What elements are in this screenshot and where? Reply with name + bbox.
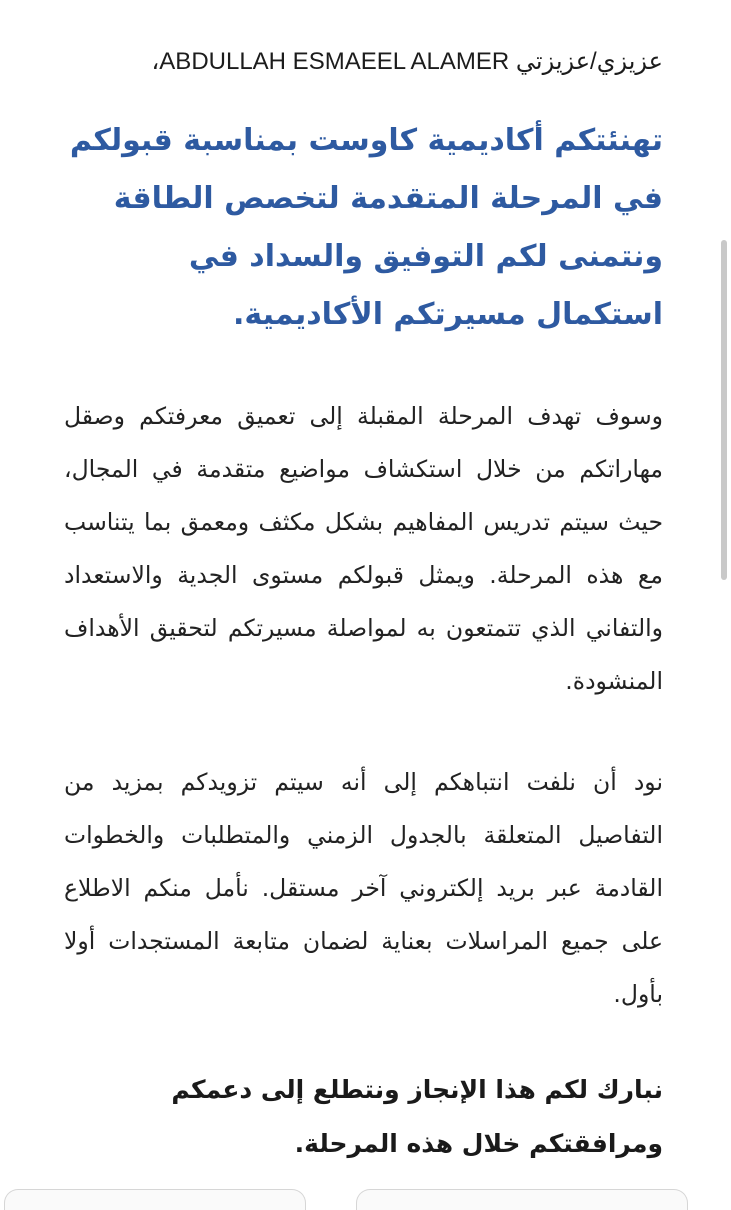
greeting-suffix: ،: [151, 48, 160, 75]
body-paragraph-1: وسوف تهدف المرحلة المقبلة إلى تعميق معرفتكم وصقل مهاراتكم من خلال استكشاف مواضيع متقدمة في المجال، حيث سيتم تدريس المفاهيم بشكل مكثف ومعمق بما يتناسب مع هذه المرحلة. ويمثل قبولكم مستوى الجدية والاستعداد والتفاني الذي تتمتعون به لمواصلة مسيرتكم لتحقيق الأهداف المنشودة.: [64, 402, 663, 695]
recipient-name: ABDULLAH ESMAEEL ALAMER: [159, 48, 510, 75]
vertical-scrollbar[interactable]: [719, 0, 727, 1200]
greeting-prefix: عزيزي/عزيزتي: [515, 48, 663, 75]
bottom-action-bar: [0, 1190, 731, 1210]
email-body: [64, 0, 663, 1171]
congratulations-headline: تهنئتكم أكاديمية كاوست بمناسبة قبولكم في المرحلة المتقدمة لتخصص الطاقة ونتمنى لكم التوفيق والسداد في استكمال مسيرتكم الأكاديمية.: [69, 123, 663, 332]
greeting-line: [64, 0, 663, 86]
scrollbar-thumb[interactable]: [721, 240, 727, 580]
closing-statement: نبارك لكم هذا الإنجاز ونتطلع إلى دعمكم ومرافقتكم خلال هذه المرحلة.: [171, 1075, 663, 1158]
body-paragraph-2: نود أن نلفت انتباهكم إلى أنه سيتم تزويدكم بمزيد من التفاصيل المتعلقة بالجدول الزمني والمتطلبات والخطوات القادمة عبر بريد إلكتروني آخر مستقل. نأمل منكم الاطلاع على جميع المراسلات بعناية لضمان متابعة المستجدات أولا بأول.: [64, 768, 663, 1008]
